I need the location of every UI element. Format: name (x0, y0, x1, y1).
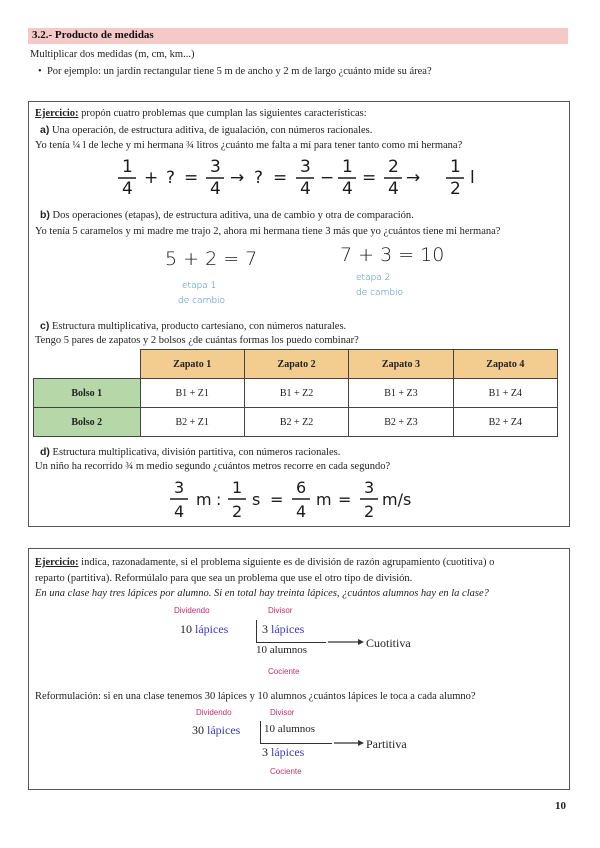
cociente-label: Cociente (270, 767, 302, 776)
svg-text:1: 1 (450, 157, 461, 177)
svg-text:s: s (252, 490, 261, 509)
exercise2-text1: indica, razonadamente, si el problema siguiente es de división de razón agrupamiento (cuotitiva) o (78, 557, 495, 568)
divisor-label: Divisor (270, 708, 295, 717)
division-bar-vertical (260, 721, 261, 743)
exercise1-intro (35, 108, 367, 119)
table-header-cell: Zapato 4 (453, 350, 557, 379)
exercise1-label: Ejercicio: (35, 108, 79, 119)
item-a-problem: Yo tenía ¼ l de leche y mi hermana ¾ litros ¿cuánto me falta a mí para tener tanto como mi hermana? (35, 140, 463, 151)
item-c-problem: Tengo 5 pares de zapatos y 2 bolsos ¿de cuántas formas los puedo combinar? (35, 335, 359, 346)
item-d-label: d) (40, 446, 50, 458)
hand-equals: = (273, 168, 288, 188)
svg-text:→: → (230, 168, 245, 188)
svg-text:=: = (338, 490, 352, 509)
table-cell: B2 + Z3 (349, 408, 453, 437)
bullet-text: Por ejemplo: un jardín rectangular tiene 5 m de ancho y 2 m de largo ¿cuánto mide su área? (46, 66, 432, 77)
svg-text:4: 4 (388, 179, 399, 198)
item-b-desc: Dos operaciones (etapas), de estructura aditiva, una de cambio y otra de comparación. (49, 210, 414, 221)
reformulation: Reformulación: si en una clase tenemos 30 lápices y 10 alumnos ¿cuántos lápices le toca a cada alumno? (35, 691, 476, 702)
divisor-value (262, 622, 304, 637)
item-d-handwriting (160, 475, 440, 521)
table-header-cell: Zapato 2 (244, 350, 348, 379)
item-b-note2a: etapa 2 (356, 273, 391, 283)
svg-text:1: 1 (342, 157, 353, 177)
bullet-item (38, 66, 432, 77)
svg-text:4: 4 (342, 179, 353, 198)
svg-text::: : (216, 490, 222, 509)
item-b-problem: Yo tenía 5 caramelos y mi madre me trajo 2, ahora mi hermana tiene 3 más que yo ¿cuántos tiene mi hermana? (35, 226, 501, 237)
svg-text:=: = (270, 490, 284, 509)
svg-text:→: → (406, 168, 421, 188)
svg-text:2: 2 (388, 157, 399, 177)
table-header-cell: Zapato 3 (349, 350, 453, 379)
dividendo-value (180, 622, 228, 637)
svg-text:6: 6 (296, 478, 307, 497)
dividendo-value (192, 723, 240, 738)
svg-text:4: 4 (296, 502, 307, 521)
svg-text:3: 3 (174, 478, 185, 497)
dividendo-label: Dividendo (196, 708, 232, 717)
combination-table (33, 349, 558, 437)
svg-text:+: + (144, 168, 159, 188)
dividendo-unit: lápices (207, 723, 241, 737)
table-header-cell: Zapato 1 (140, 350, 244, 379)
svg-text:=: = (184, 168, 199, 188)
cociente-number: 3 (262, 745, 268, 759)
svg-text:3: 3 (300, 157, 311, 177)
item-a-desc: Una operación, de estructura aditiva, de igualación, con números racionales. (49, 125, 373, 136)
division-bar-vertical (256, 620, 257, 642)
item-b-note1a: etapa 1 (182, 281, 217, 291)
item-d (40, 446, 340, 458)
item-b-eq2: 7 + 3 = 10 (340, 244, 445, 266)
table-cell: B2 + Z2 (244, 408, 348, 437)
section-title: 3.2.- Producto de medidas (32, 29, 154, 41)
item-d-desc: Estructura multiplicativa, división partitiva, con números racionales. (49, 447, 341, 458)
exercise2-intro (35, 557, 494, 568)
table-cell: B1 + Z3 (349, 379, 453, 408)
exercise2-label: Ejercicio: (35, 557, 79, 568)
result-partitiva: Partitiva (366, 737, 407, 751)
svg-text:−: − (320, 168, 335, 188)
table-cell: B1 + Z4 (453, 379, 557, 408)
dividendo-number: 30 (192, 723, 204, 737)
item-b-label: b) (40, 209, 50, 221)
section-intro: Multiplicar dos medidas (m, cm, km...) (30, 49, 195, 60)
svg-text:=: = (362, 168, 377, 188)
table-cell: B2 + Z1 (140, 408, 244, 437)
divisor-number: 3 (262, 622, 268, 636)
cociente-label: Cociente (268, 667, 300, 676)
svg-text:3: 3 (364, 478, 375, 497)
exercise2-problem: En una clase hay tres lápices por alumno. Si en total hay treinta lápices, ¿cuántos alumnos hay en la clase? (35, 588, 489, 599)
item-b-note2b: de cambio (356, 288, 404, 298)
svg-text:2: 2 (450, 179, 461, 198)
exercise2-text2: reparto (partitiva). Reformúlalo para que sea un problema que use el otro tipo de división. (35, 573, 413, 584)
svg-text:1: 1 (232, 478, 243, 497)
table-cell: B1 + Z2 (244, 379, 348, 408)
svg-text:3: 3 (210, 157, 221, 177)
cociente-unit: lápices (271, 745, 305, 759)
division-diagram-2 (190, 708, 450, 782)
section-header (28, 28, 568, 44)
arrow-right-icon (328, 636, 364, 648)
page-number: 10 (555, 800, 566, 812)
cociente-value (262, 745, 304, 760)
divisor-unit: lápices (271, 622, 305, 636)
dividendo-unit: lápices (195, 622, 229, 636)
item-c-desc: Estructura multiplicativa, producto cartesiano, con números naturales. (49, 321, 347, 332)
cociente-value: 10 alumnos (256, 644, 308, 656)
result-cuotitiva: Cuotitiva (366, 636, 411, 650)
arrow-right-icon (334, 737, 364, 749)
table-row-header: Bolso 2 (34, 408, 141, 437)
svg-text:?: ? (254, 168, 264, 188)
item-c (40, 320, 346, 332)
item-a-handwriting-result (420, 150, 490, 198)
svg-text:m: m (316, 490, 332, 509)
table-row (34, 379, 558, 408)
table-header-row (34, 350, 558, 379)
item-b-note1b: de cambio (178, 296, 226, 306)
divisor-value: 10 alumnos (264, 723, 316, 735)
svg-text:?: ? (166, 168, 176, 188)
table-cell: B2 + Z4 (453, 408, 557, 437)
dividendo-label: Dividendo (174, 606, 210, 615)
division-diagram-1 (160, 606, 430, 682)
item-a-label: a) (40, 124, 50, 136)
dividendo-number: 10 (180, 622, 192, 636)
svg-text:2: 2 (364, 502, 375, 521)
table-cell: B1 + Z1 (140, 379, 244, 408)
item-c-label: c) (40, 320, 50, 332)
item-a-handwriting (110, 150, 440, 198)
table-row-header: Bolso 1 (34, 379, 141, 408)
svg-text:4: 4 (174, 502, 185, 521)
exercise1-text: propón cuatro problemas que cumplan las siguientes características: (78, 108, 367, 119)
item-a (40, 124, 372, 136)
division-bar-horizontal (256, 642, 326, 643)
svg-text:l: l (470, 168, 475, 188)
item-b-eq1: 5 + 2 = 7 (165, 248, 258, 270)
svg-text:m/s: m/s (382, 490, 412, 509)
table-row (34, 408, 558, 437)
svg-text:m: m (196, 490, 212, 509)
svg-text:4: 4 (300, 179, 311, 198)
svg-text:2: 2 (232, 502, 243, 521)
bullet-icon: • (38, 66, 47, 77)
item-b (40, 209, 414, 221)
svg-text:1: 1 (122, 157, 133, 177)
division-bar-horizontal (260, 743, 332, 744)
divisor-label: Divisor (268, 606, 293, 615)
svg-text:4: 4 (122, 179, 133, 198)
item-d-problem: Un niño ha recorrido ¾ m medio segundo ¿cuántos metros recorre en cada segundo? (35, 461, 391, 472)
svg-text:4: 4 (210, 179, 221, 198)
